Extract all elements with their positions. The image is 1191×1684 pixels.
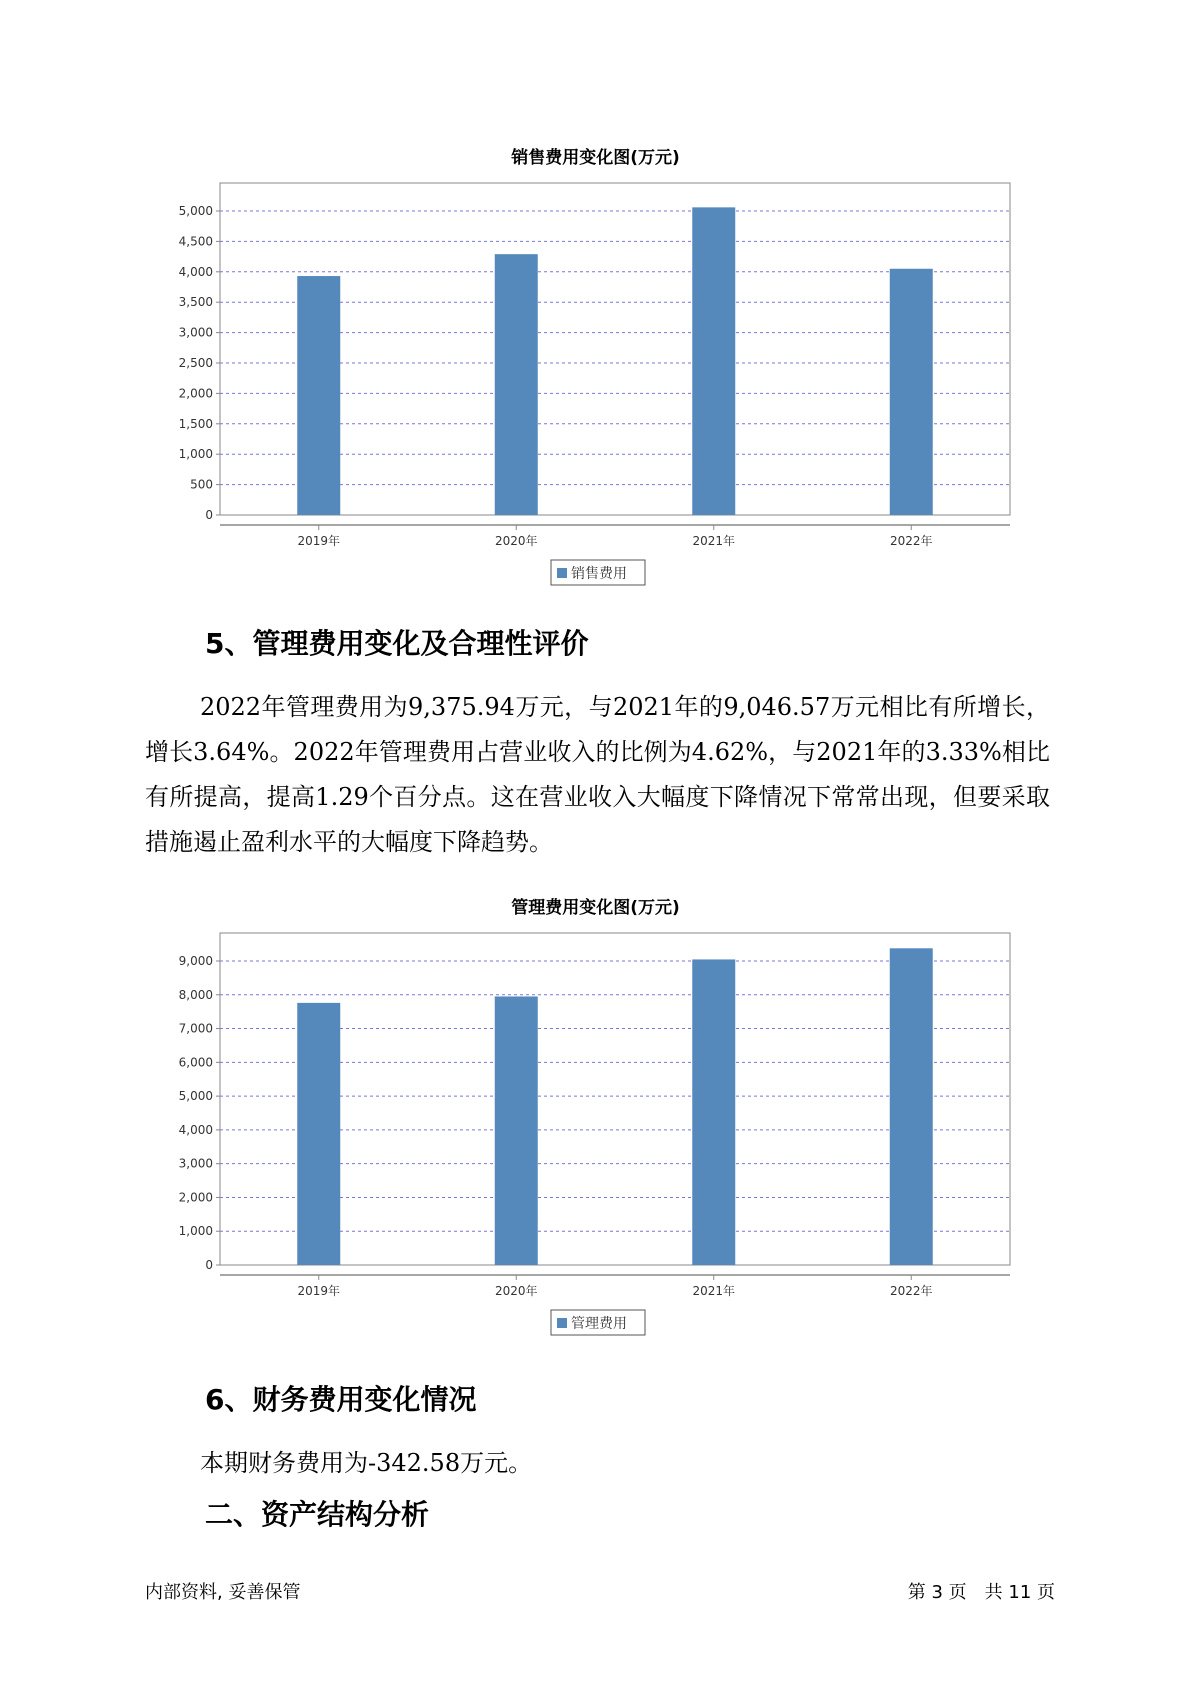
sales-chart-ytick-label: 1,000 (178, 447, 213, 462)
sales-chart-ytick-label: 4,500 (178, 234, 213, 249)
admin-chart-bar (890, 948, 933, 1265)
section6-heading: 6、财务费用变化情况 (205, 1383, 477, 1416)
admin-chart-ytick-label: 3,000 (178, 1156, 213, 1171)
admin-chart-ytick-label: 2,000 (178, 1190, 213, 1205)
sales-chart-xtick-label: 2022年 (889, 534, 933, 548)
admin-chart-xtick-label: 2019年 (297, 1284, 341, 1298)
admin-chart-ytick-label: 8,000 (178, 987, 213, 1002)
sales-chart-bar (890, 269, 933, 515)
sales-chart-ytick-label: 3,500 (178, 295, 213, 310)
admin-chart-xtick-label: 2020年 (494, 1284, 538, 1298)
sales-chart-xtick-label: 2020年 (494, 534, 538, 548)
footer-page-number: 第 3 页 共 11 页 (907, 1582, 1055, 1603)
sales-chart-ytick-label: 5,000 (178, 204, 213, 218)
sales-chart-xtick-label: 2019年 (297, 534, 341, 548)
admin-expense-chart (0, 920, 1191, 1340)
admin-chart-ytick-label: 0 (205, 1258, 213, 1272)
sales-chart-xtick-label: 2021年 (692, 534, 736, 548)
admin-chart-xtick-label: 2022年 (889, 1284, 933, 1298)
part2-heading: 二、资产结构分析 (205, 1498, 430, 1531)
admin-chart-legend-label: 管理费用 (571, 1316, 627, 1332)
admin-chart-ytick-label: 4,000 (178, 1122, 213, 1137)
chart1-title: 销售费用变化图(万元) (511, 148, 680, 168)
section6-paragraph: 本期财务费用为-342.58万元。 (200, 1449, 533, 1477)
sales-chart-bar (297, 276, 340, 515)
sales-chart-ytick-label: 2,500 (178, 356, 213, 370)
sales-chart-ytick-label: 2,000 (178, 386, 213, 401)
sales-chart-bar (692, 207, 735, 515)
sales-chart-ytick-label: 1,500 (178, 416, 213, 431)
admin-chart-ytick-label: 7,000 (178, 1021, 213, 1036)
footer-confidential-note: 内部资料, 妥善保管 (145, 1582, 301, 1603)
admin-chart-legend-swatch (557, 1318, 567, 1328)
chart2-title: 管理费用变化图(万元) (511, 898, 680, 918)
admin-chart-ytick-label: 1,000 (178, 1224, 213, 1239)
admin-chart-bar (692, 959, 735, 1265)
sales-chart-ytick-label: 4,000 (178, 264, 213, 279)
admin-chart-ytick-label: 5,000 (178, 1089, 213, 1104)
admin-chart-ytick-label: 6,000 (178, 1055, 213, 1070)
sales-chart-legend-label: 销售费用 (571, 566, 627, 582)
sales-expense-chart (0, 170, 1191, 590)
section5-paragraph: 2022年管理费用为9,375.94万元，与2021年的9,046.57万元相比有所增长，增长3.64%。2022年管理费用占营业收入的比例为4.62%，与2021年的3.33%相比有所提高，提高1.29个百分点。这在营业收入大幅度下降情况下常常出现，但要采取措施遏止盈利水平的大幅度下降趋势。 (145, 693, 1050, 856)
sales-chart-ytick-label: 0 (205, 508, 213, 522)
admin-chart-ytick-label: 9,000 (178, 954, 213, 968)
sales-chart-bar (495, 254, 538, 515)
admin-chart-xtick-label: 2021年 (692, 1284, 736, 1298)
admin-chart-bar (297, 1003, 340, 1265)
sales-chart-ytick-label: 500 (190, 477, 213, 492)
section5-heading: 5、管理费用变化及合理性评价 (205, 627, 589, 660)
sales-chart-legend-swatch (557, 568, 567, 578)
admin-chart-bar (495, 996, 538, 1265)
sales-chart-ytick-label: 3,000 (178, 325, 213, 340)
